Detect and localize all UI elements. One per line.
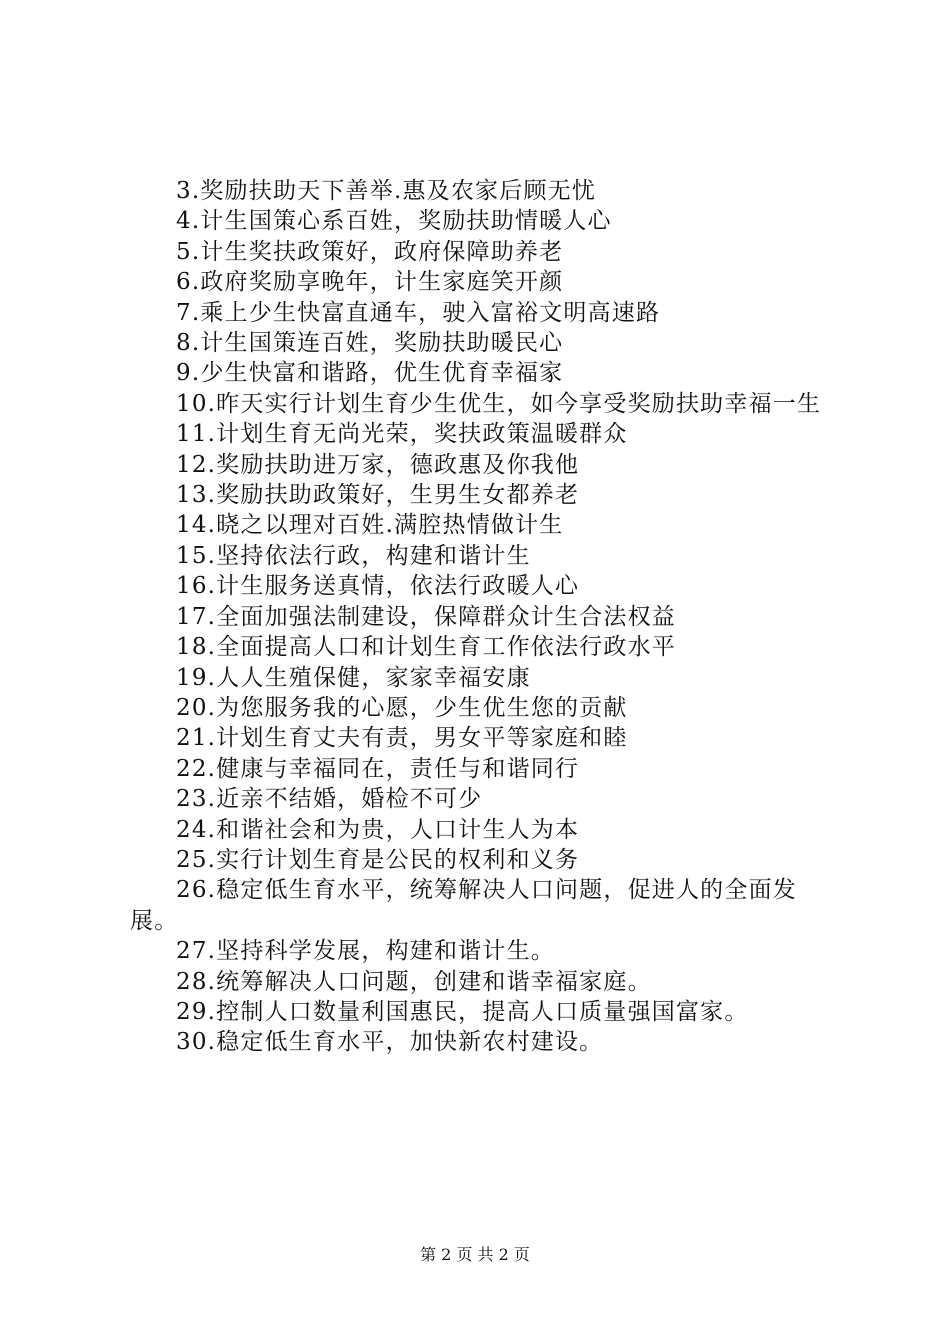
slogan-item: 21.计划生育丈夫有责，男女平等家庭和睦 — [176, 725, 628, 752]
slogan-item: 4.计生国策心系百姓，奖励扶助情暖人心 — [176, 208, 612, 235]
slogan-item: 7.乘上少生快富直通车，驶入富裕文明高速路 — [176, 299, 661, 326]
slogan-item: 9.少生快富和谐路，优生优育幸福家 — [176, 360, 564, 387]
slogan-item: 17.全面加强法制建设，保障群众计生合法权益 — [176, 603, 676, 630]
slogan-item: 26.稳定低生育水平，统筹解决人口问题，促进人的全面发展。 — [130, 877, 797, 934]
slogan-item: 19.人人生殖保健，家家幸福安康 — [176, 664, 531, 691]
slogan-item: 11.计划生育无尚光荣，奖扶政策温暖群众 — [176, 421, 628, 448]
slogan-item: 10.昨天实行计划生育少生优生，如今享受奖励扶助幸福一生 — [176, 390, 822, 417]
slogan-item: 14.晓之以理对百姓.满腔热情做计生 — [176, 512, 564, 539]
slogan-item: 20.为您服务我的心愿，少生优生您的贡献 — [176, 694, 628, 721]
slogan-item: 28.统筹解决人口问题，创建和谐幸福家庭。 — [176, 968, 652, 995]
slogan-item: 24.和谐社会和为贵，人口计生人为本 — [176, 816, 580, 843]
slogan-item: 27.坚持科学发展，构建和谐计生。 — [176, 938, 555, 965]
page-footer — [0, 1245, 950, 1265]
slogan-item: 5.计生奖扶政策好，政府保障助养老 — [176, 238, 564, 265]
slogan-item: 22.健康与幸福同在，责任与和谐同行 — [176, 755, 580, 782]
slogan-item: 29.控制人口数量利国惠民，提高人口质量强国富家。 — [176, 998, 749, 1025]
page-number-label: 第 2 页 共 2 页 — [420, 1245, 530, 1264]
slogan-item: 3.奖励扶助天下善举.惠及农家后顾无忧 — [176, 178, 597, 204]
slogan-item: 23.近亲不结婚，婚检不可少 — [176, 786, 483, 813]
document-body — [130, 176, 842, 1058]
slogan-item: 8.计生国策连百姓，奖励扶助暖民心 — [176, 330, 564, 357]
slogan-item: 15.坚持依法行政，构建和谐计生 — [176, 542, 531, 569]
slogan-item: 6.政府奖励享晚年，计生家庭笑开颜 — [176, 269, 564, 296]
slogan-item: 30.稳定低生育水平，加快新农村建设。 — [176, 1029, 604, 1056]
slogan-item: 13.奖励扶助政策好，生男生女都养老 — [176, 482, 580, 509]
slogan-item: 25.实行计划生育是公民的权利和义务 — [176, 846, 580, 873]
slogan-item: 12.奖励扶助进万家，德政惠及你我他 — [176, 451, 580, 478]
slogan-item: 18.全面提高人口和计划生育工作依法行政水平 — [176, 634, 676, 661]
slogan-item: 16.计生服务送真情，依法行政暖人心 — [176, 573, 580, 600]
